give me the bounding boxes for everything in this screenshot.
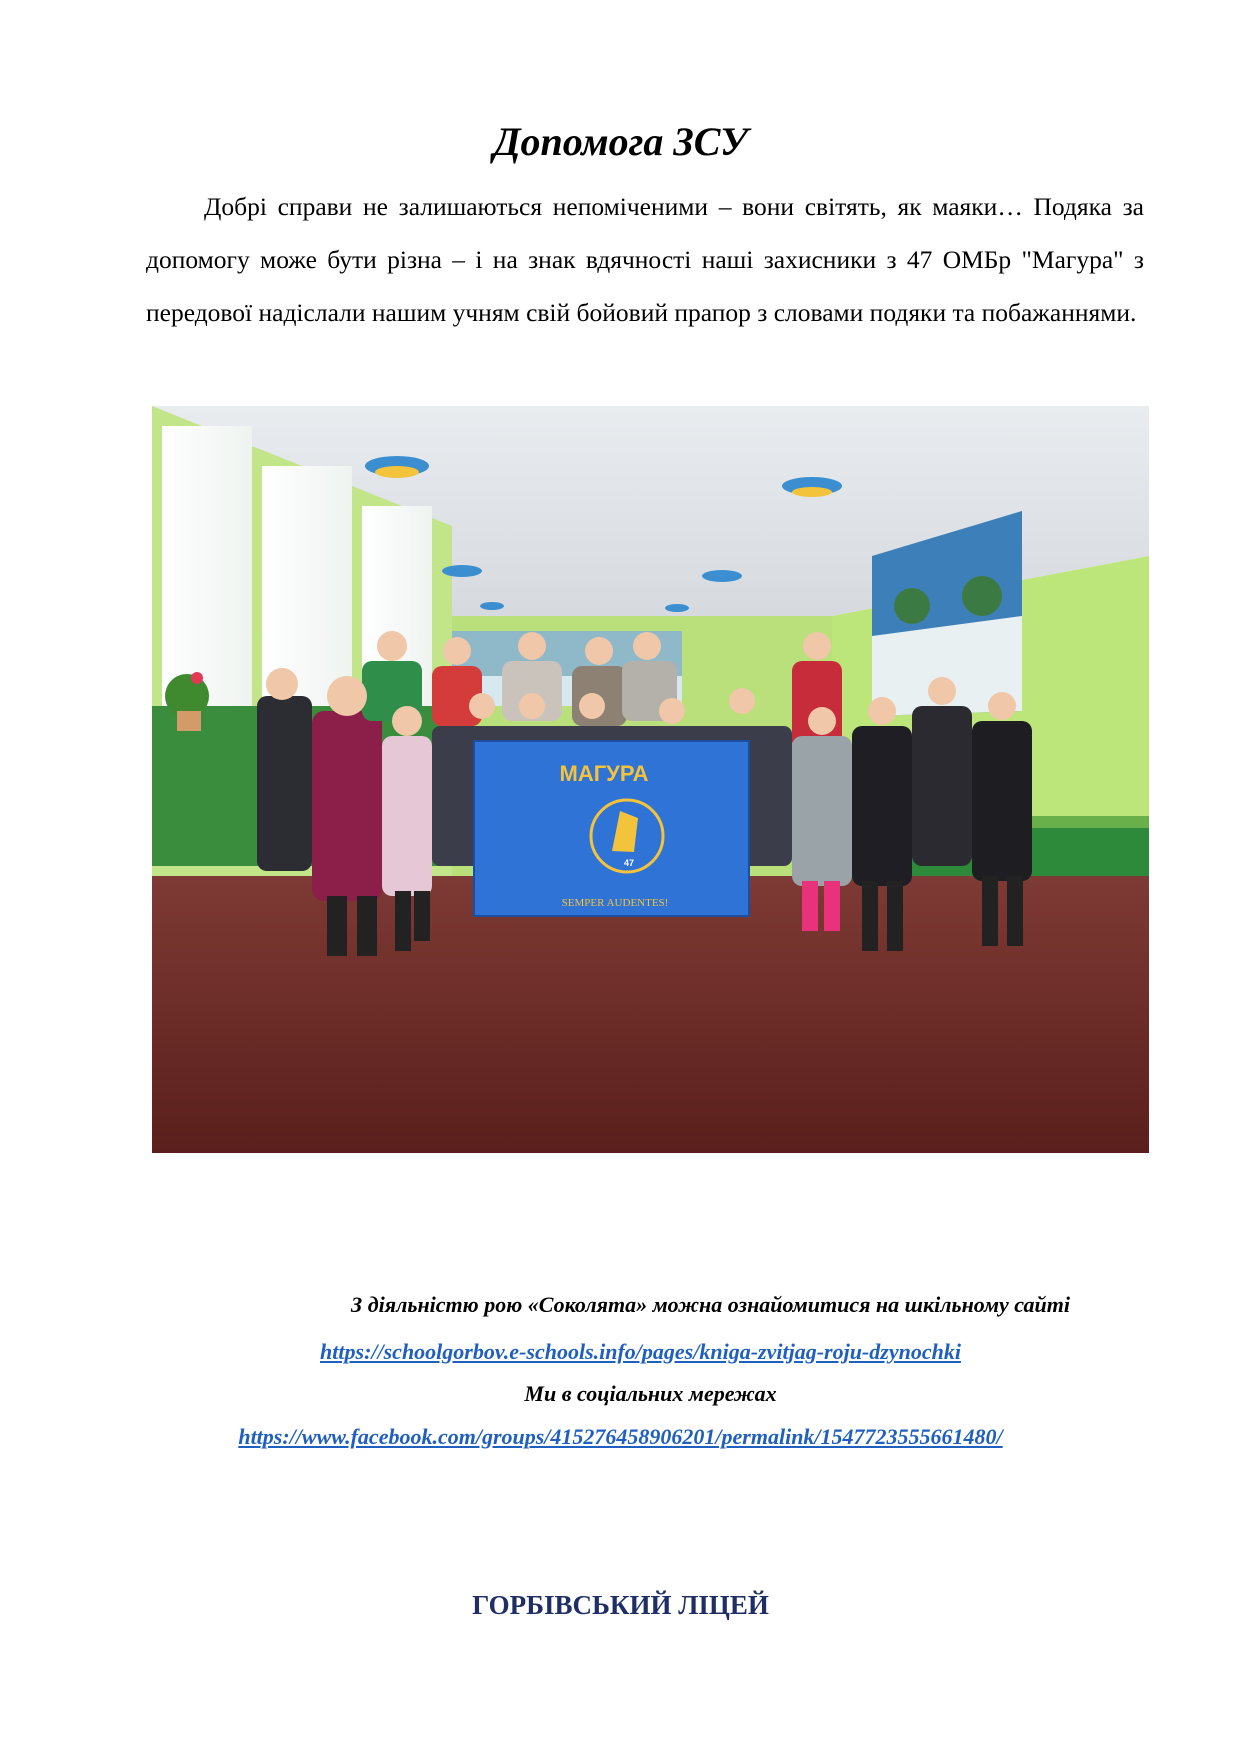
flag-number: 47 [623,858,635,868]
info-text-rozvytok: З діяльністю рою «Соколята» можна ознайомитися на шкільному сайті [351,1292,1070,1317]
flag-title: МАГУРА [559,761,649,786]
school-name-footer: ГОРБІВСЬКИЙ ЛІЦЕЙ [472,1590,769,1620]
group-photo [152,406,1149,1153]
flag-motto: SEMPER AUDENTES! [561,897,669,909]
page-title: Допомога ЗСУ [493,119,748,164]
social-media-heading: Ми в соціальних мережах [524,1381,777,1406]
facebook-link[interactable]: https://www.facebook.com/groups/415276458906201/permalink/1547723555661480/ [238,1424,1003,1449]
school-site-link[interactable]: https://schoolgorbov.e-schools.info/pages/kniga-zvitjag-roju-dzynochki [320,1339,961,1364]
intro-paragraph: Добрі справи не залишаються непоміченими – вони світять, як маяки… Подяка за допомогу може бути різна – і на знак вдячності наші захисники з 47 ОМБр "Магура" з передової надіслали нашим учням свій бойовий прапор з словами подяки та побажаннями. [146,192,1144,327]
